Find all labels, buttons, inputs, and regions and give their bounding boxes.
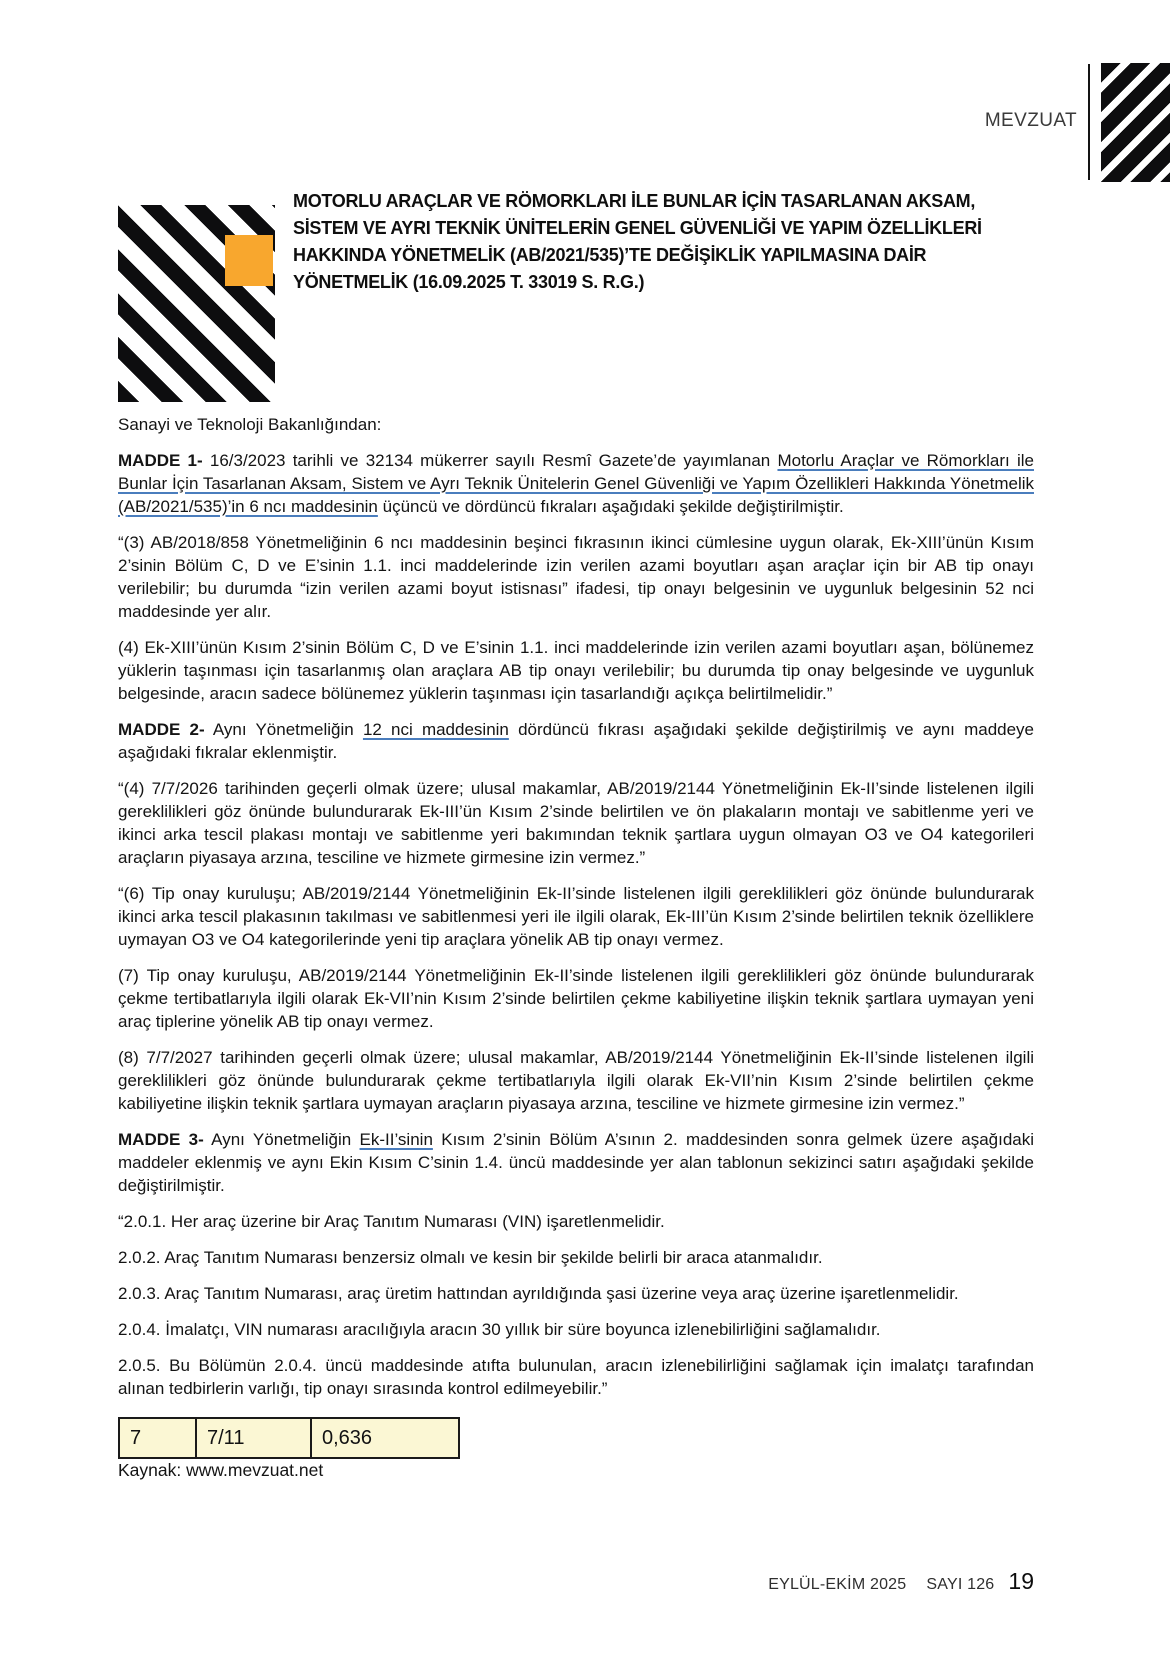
madde2-text-post: dördüncü fıkrası aşağıdaki şekilde değiştirilmiş ve aynı maddeye aşağıdaki fıkralar eklenmiştir. xyxy=(118,720,1035,762)
document-title-line: MOTORLU ARAÇLAR VE RÖMORKLARI İLE BUNLAR İÇİN TASARLANAN AKSAM, xyxy=(293,191,976,211)
vin-item-205: 2.0.5. Bu Bölümün 2.0.4. üncü maddesinde atıfta bulunulan, aracın izlenebilirliğini sağlamak için imalatçı tarafından alınan tedbirlerin varlığı, tip onayı sırasında kontrol edilmeyebilir.” xyxy=(118,1356,1034,1398)
table-row xyxy=(119,1418,459,1458)
madde3-label: MADDE 3- xyxy=(118,1130,204,1149)
document-body xyxy=(118,413,1034,1495)
quoted-paragraph-7: (7) Tip onay kuruluşu, AB/2019/2144 Yönetmeliğinin Ek-II’sinde listelenen ilgili gereklilikleri göz önünde bulundurarak çekme tertibatlarıyla ilgili olarak Ek-VII’nin Kısım 2’sinde belirtilen çekme kabiliyetine ilişkin teknik şartlara uymayan yeni araç tiplerine yönelik AB tip onayı vermez. xyxy=(118,966,1034,1031)
article-madde1 xyxy=(118,449,1034,518)
document-title-line: YÖNETMELİK (16.09.2025 T. 33019 S. R.G.) xyxy=(293,272,645,292)
footer-issue-date: EYLÜL-EKİM 2025 xyxy=(768,1576,907,1593)
issuing-authority: Sanayi ve Teknoloji Bakanlığından: xyxy=(118,415,382,434)
masthead-stripe-icon xyxy=(1101,63,1170,182)
madde3-text-post: Kısım 2’sinin Bölüm A’sının 2. maddesinden sonra gelmek üzere aşağıdaki maddeler eklenmiş ve aynı Ekin Kısım C’sinin 1.4. üncü maddesinde yer alan tablonun sekizinci satırı aşağıdaki şekilde değiştirilmiştir. xyxy=(118,1130,1035,1195)
quoted-paragraph-6: “(6) Tip onay kuruluşu; AB/2019/2144 Yönetmeliğinin Ek-II’sinde listelenen ilgili gereklilikleri göz önünde bulundurarak ikinci arka tescil plakasının takılması ve sabitlenmesi yeri ile ilgili olarak, Ek-III’ün Kısım 2’sinde belirtilen teknik özelliklere uymayan O3 ve O4 kategorilerinde yeni tip araçlara yönelik AB tip onayı vermez. xyxy=(118,884,1034,949)
madde1-regulation-reference-link[interactable]: Motorlu Araçlar ve Römorkları ile Bunlar İçin Tasarlanan Aksam, Sistem ve Ayrı Teknik Ünitelerin Genel Güvenliği ve Yapım Özellikleri Hakkında Yönetmelik (AB/2021/535)’in 6 ncı maddesinin xyxy=(118,451,1034,516)
masthead-divider xyxy=(1088,64,1090,180)
madde3-text-pre: Aynı Yönetmeliğin xyxy=(203,1130,360,1149)
source-reference: Kaynak: www.mevzuat.net xyxy=(118,1460,324,1480)
document-title-line: HAKKINDA YÖNETMELİK (AB/2021/535)’TE DEĞİŞİKLİK YAPILMASINA DAİR xyxy=(293,245,927,265)
masthead-title: MEVZUAT xyxy=(984,110,1077,131)
madde1-text-pre: 16/3/2023 tarihli ve 32134 mükerrer sayılı Resmî Gazete’de yayımlanan xyxy=(202,451,778,470)
madde1-text-post: üçüncü ve dördüncü fıkraları aşağıdaki şekilde değiştirilmiştir. xyxy=(377,497,844,516)
logo-orange-square xyxy=(225,235,273,286)
madde3-annex-reference-link[interactable]: Ek-II’sinin xyxy=(359,1130,433,1149)
table-cell: 0,636 xyxy=(311,1418,459,1458)
document-title xyxy=(293,188,1053,296)
madde2-article-reference-link[interactable]: 12 nci maddesinin xyxy=(362,720,509,739)
paragraph-3: “(3) AB/2018/858 Yönetmeliğinin 6 ncı maddesinin beşinci fıkrasının ikinci cümlesine uygun olarak, Ek-XIII’ünün Kısım 2’sinin Bölüm C, D ve E’sinin 1.1. inci maddelerinde izin verilen azami boyutları aşan araçlar için bir AB tip onayı verilebilir; bu durumda “izin verilen azami boyut istisnası” ifadesi, tip onayı belgesinin ve uygunluk belgesinin 52 nci maddesinde yer alır. xyxy=(118,533,1034,621)
article-madde2 xyxy=(118,718,1034,764)
quoted-paragraph-4: “(4) 7/7/2026 tarihinden geçerli olmak üzere; ulusal makamlar, AB/2019/2144 Yönetmeliğinin Ek-II’sinde listelenen ilgili gereklilikleri göz önünde bulundurarak Ek-III’ün Kısım 2’sinde belirtilen ve ön plakaların montajı ve sabitlenme yeri ve ikinci arka tescil plakası montajı ve sabitlenme yeri bakımından teknik şartlara uygun olmayan O3 ve O4 kategorileri araçların piyasaya arzına, tesciline ve hizmete girmesine izin vermez.” xyxy=(118,779,1034,867)
page-footer xyxy=(768,1568,1034,1595)
madde2-label: MADDE 2- xyxy=(118,720,205,739)
journal-stripe-logo xyxy=(118,205,275,402)
article-madde3 xyxy=(118,1128,1034,1197)
page-number: 19 xyxy=(1008,1568,1034,1594)
vin-item-202: 2.0.2. Araç Tanıtım Numarası benzersiz olmalı ve kesin bir şekilde belirli bir araca atanmalıdır. xyxy=(118,1248,823,1267)
footer-issue-number: SAYI 126 xyxy=(926,1576,995,1593)
madde2-text-pre: Aynı Yönetmeliğin xyxy=(204,720,363,739)
vin-item-201: “2.0.1. Her araç üzerine bir Araç Tanıtım Numarası (VIN) işaretlenmelidir. xyxy=(118,1212,665,1231)
vin-item-204: 2.0.4. İmalatçı, VIN numarası aracılığıyla aracın 30 yıllık bir süre boyunca izlenebilirliğini sağlamalıdır. xyxy=(118,1320,881,1339)
quoted-paragraph-8: (8) 7/7/2027 tarihinden geçerli olmak üzere; ulusal makamlar, AB/2019/2144 Yönetmeliğinin Ek-II’sinde listelenen ilgili gereklilikleri göz önünde bulundurarak çekme tertibatlarıyla ilgili olarak Ek-VII’nin Kısım 2’sinde belirtilen çekme kabiliyetine ilişkin teknik şartlara uymayan araçların piyasaya arzına, tesciline ve hizmete girmesine izin vermez.” xyxy=(118,1048,1034,1113)
table-cell: 7/11 xyxy=(196,1418,311,1458)
paragraph-4: (4) Ek-XIII’ünün Kısım 2’sinin Bölüm C, D ve E’sinin 1.1. inci maddelerinde izin verilen azami boyutları aşan, bölünemez yüklerin taşınması için tasarlanmış olan araçlara AB tip onayı verilebilir; bu durumda tip onay belgesinde ve uygunluk belgesinde, aracın sadece bölünemez yüklerin taşınması için tasarlandığı açıkça belirtilmelidir.” xyxy=(118,638,1034,703)
table-cell: 7 xyxy=(119,1418,196,1458)
document-title-line: SİSTEM VE AYRI TEKNİK ÜNİTELERİN GENEL GÜVENLİĞİ VE YAPIM ÖZELLİKLERİ xyxy=(293,218,982,238)
madde1-label: MADDE 1- xyxy=(118,451,203,470)
vin-item-203: 2.0.3. Araç Tanıtım Numarası, araç üretim hattından ayrıldığında şasi üzerine veya araç üzerine işaretlenmelidir. xyxy=(118,1284,959,1303)
amended-table-row xyxy=(118,1417,460,1459)
